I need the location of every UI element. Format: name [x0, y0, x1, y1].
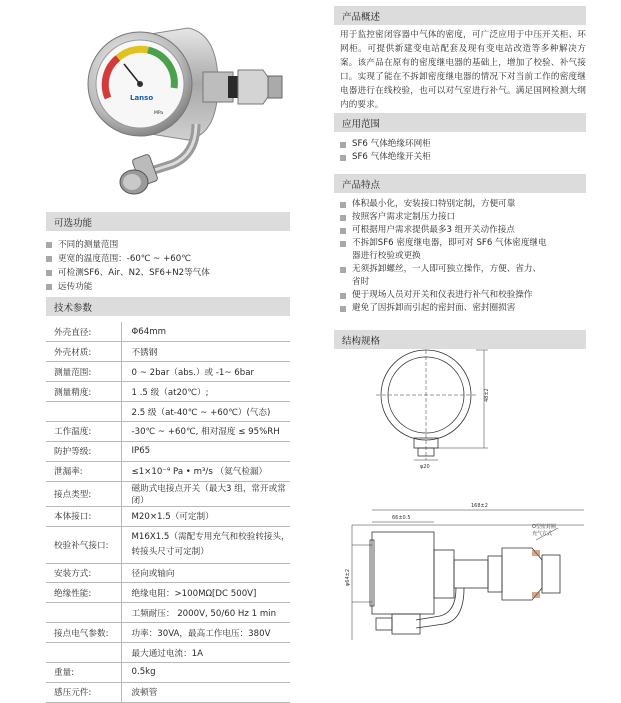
spec-label: 外壳直径: [46, 322, 121, 342]
spec-label: 泄漏率: [46, 461, 121, 481]
spec-value: M16X1.5（需配专用充气和校验转接头，转接头尺寸可定制） [121, 526, 290, 563]
spec-value: 0 ~ 2bar（abs.）或 -1~ 6bar [121, 362, 290, 382]
list-item: 可检测SF6、Air、N2、SF6+N2等气体 [46, 266, 296, 280]
structure-title: 结构规格 [342, 335, 381, 347]
spec-value: 波顿管 [121, 682, 290, 702]
overview-section-header [334, 6, 586, 25]
bullet-square-icon [46, 270, 52, 276]
drawing-note-oring: O型密封圈 [532, 524, 556, 530]
bullet-square-icon [340, 228, 346, 234]
dim-body-diameter: φ64±2 [345, 568, 351, 586]
bullet-square-icon [340, 202, 346, 208]
table-row [46, 623, 290, 643]
spec-value: 功率：30VA，最高工作电压：380V [121, 623, 290, 643]
table-row [46, 461, 290, 481]
spec-value: ≤1×10⁻⁹ Pa • m³/s （氦气检漏） [121, 461, 290, 481]
spec-label: 防护等级: [46, 441, 121, 461]
spec-value: IP65 [121, 441, 290, 461]
spec-value: 0.5kg [121, 662, 290, 682]
table-row [46, 682, 290, 702]
list-item: 无须拆卸螺丝，一人即可独立操作，方便、省力、 [340, 263, 547, 276]
list-item: 省时 [352, 277, 370, 287]
list-item: 便于现场人员对开关和仪表进行补气和校验操作 [340, 289, 547, 302]
list-item: SF6 气体绝缘环网柜 [340, 138, 431, 151]
spec-value: 最大通过电流：1A [121, 643, 290, 663]
list-item: 避免了因拆卸而引起的密封面、密封圈损害 [340, 302, 547, 315]
technical-drawing [336, 350, 586, 655]
spec-label [46, 643, 121, 663]
table-row [46, 583, 290, 603]
spec-label [46, 402, 121, 422]
spec-value: 1 .5 级（at20℃）; [121, 382, 290, 402]
options-title: 可选功能 [54, 217, 93, 229]
list-item: 不同的测量范围 [46, 238, 296, 252]
structure-section-header [334, 330, 586, 349]
bullet-square-icon [340, 215, 346, 221]
dim-total-length: 168±2 [471, 503, 488, 509]
table-row [46, 362, 290, 382]
table-row [46, 342, 290, 362]
table-row [46, 421, 290, 441]
spec-label: 感压元件: [46, 682, 121, 702]
product-photo [78, 14, 308, 204]
spec-value: 工频耐压： 2000V, 50/60 Hz 1 min [121, 603, 290, 623]
bullet-square-icon [340, 293, 346, 299]
spec-label: 重量: [46, 662, 121, 682]
gauge-unit: MPa [154, 111, 164, 116]
bullet-square-icon [340, 306, 346, 312]
spec-value: 绝缘电阻：>100MΩ[DC 500V] [121, 583, 290, 603]
bullet-square-icon [340, 142, 346, 148]
spec-value: 不锈钢 [121, 342, 290, 362]
application-list [340, 138, 431, 164]
spec-table [46, 322, 290, 703]
list-item: SF6 气体绝缘开关柜 [340, 151, 431, 164]
spec-title: 技术参数 [54, 302, 93, 314]
spec-label: 接点类型: [46, 481, 121, 506]
list-item: 体积最小化，安装接口特别定制，方便可靠 [340, 198, 547, 211]
table-row [46, 382, 290, 402]
spec-label: 安装方式: [46, 563, 121, 583]
options-section-header [46, 212, 290, 231]
spec-label: 测量范围: [46, 362, 121, 382]
table-row [46, 506, 290, 526]
options-list [46, 238, 296, 294]
bullet-square-icon [46, 256, 52, 262]
dim-top-width: 66±0.5 [392, 515, 411, 521]
application-title: 应用范围 [342, 118, 381, 130]
spec-value: Φ64mm [121, 322, 290, 342]
table-row [46, 481, 290, 506]
list-item: 按照客户需求定制压力接口 [340, 211, 547, 224]
application-section-header [334, 113, 586, 132]
spec-section-header [46, 297, 290, 316]
table-row [46, 402, 290, 422]
bullet-square-icon [46, 284, 52, 290]
drawing-note-fill: 充气方式 [532, 531, 553, 537]
dim-circle-height: 48±2 [484, 388, 490, 402]
gauge-brand: Lanso [130, 94, 154, 102]
bullet-square-icon [340, 155, 346, 161]
overview-title: 产品概述 [342, 11, 381, 23]
spec-label: 工作温度: [46, 421, 121, 441]
spec-value: 磁助式电接点开关（最大3 组，常开或常闭） [121, 481, 290, 506]
spec-label: 本体接口: [46, 506, 121, 526]
table-row [46, 563, 290, 583]
dim-small-diameter: φ20 [420, 464, 430, 470]
spec-value: 2.5 级（at-40℃ ~ +60℃）(气态) [121, 402, 290, 422]
spec-value: M20×1.5（可定制） [121, 506, 290, 526]
table-row [46, 526, 290, 563]
spec-label: 校验补气接口: [46, 526, 121, 563]
spec-label: 接点电气参数: [46, 623, 121, 643]
features-title: 产品特点 [342, 179, 381, 191]
spec-label [46, 603, 121, 623]
spec-label: 测量精度: [46, 382, 121, 402]
features-list [340, 198, 547, 315]
bullet-square-icon [340, 267, 346, 273]
table-row [46, 441, 290, 461]
list-item: 更宽的温度范围：-60℃ ~ +60℃ [46, 252, 296, 266]
table-row [46, 643, 290, 663]
list-item: 不拆卸SF6 密度继电器，即可对 SF6 气体密度继电 [340, 237, 547, 250]
bullet-square-icon [46, 242, 52, 248]
table-row [46, 322, 290, 342]
spec-value: -30℃ ~ +60℃, 相对湿度 ≤ 95%RH [121, 421, 290, 441]
spec-label: 绝缘性能: [46, 583, 121, 603]
table-row [46, 662, 290, 682]
spec-value: 径向或轴向 [121, 563, 290, 583]
table-row [46, 603, 290, 623]
list-item: 远传功能 [46, 280, 296, 294]
overview-paragraph: 用于监控密闭容器中气体的密度，可广泛应用于中压开关柜、环网柜。可提供新建变电站配套及现有变电站改造等多种解决方案。该产品在原有的密度继电器的基础上，增加了校验、补气接口。实现了能在不拆卸密度继电器的情况下对当前工作的密度继电器进行在线校验，也可以对气室进行补气。满足国网检测大纲内的要求。 [340, 30, 586, 110]
list-item: 可根据用户需求提供最多3 组开关动作接点 [340, 224, 547, 237]
features-section-header [334, 174, 586, 193]
bullet-square-icon [340, 241, 346, 247]
spec-label: 外壳材质: [46, 342, 121, 362]
list-item: 器进行校验或更换 [352, 251, 421, 261]
